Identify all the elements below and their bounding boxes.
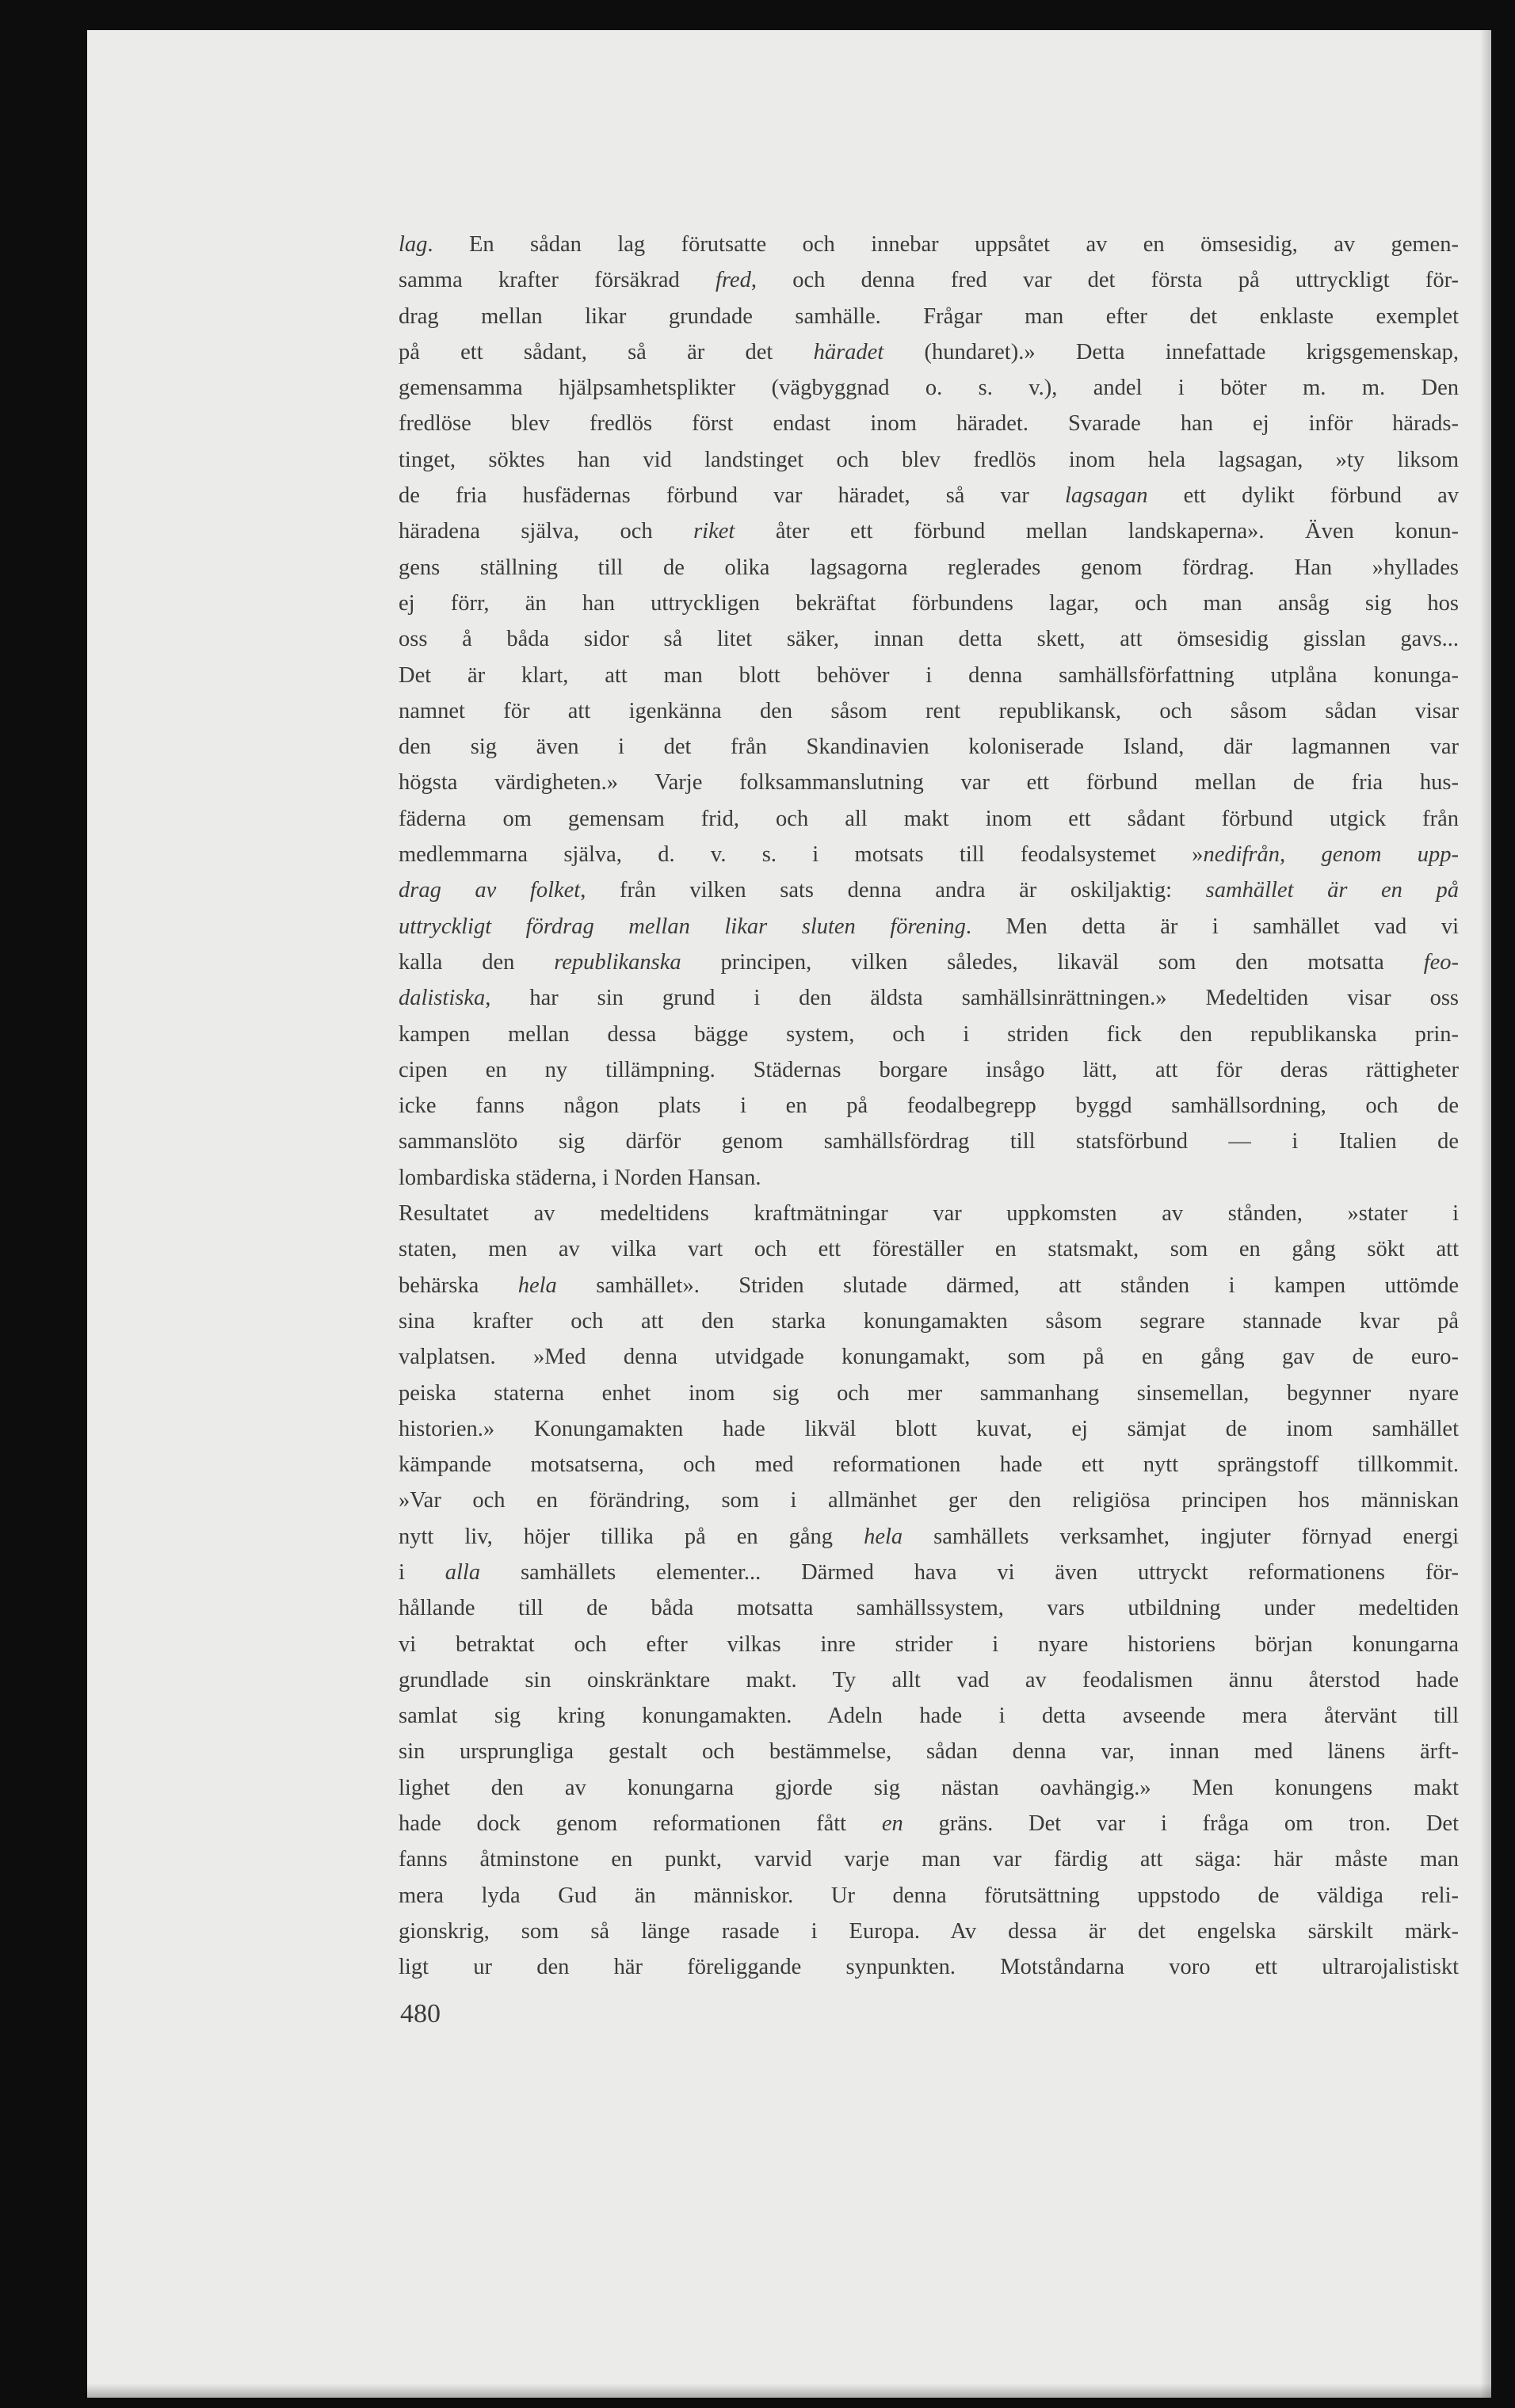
page-edge-shadow	[1480, 30, 1491, 2398]
text-line: fredlöse blev fredlös först endast inom häradet. Svarade han ej inför härads-	[399, 411, 1459, 437]
text-line: dalistiska, har sin grund i den äldsta samhällsinrättningen.» Medeltiden visar oss	[399, 986, 1459, 1011]
text-line: icke fanns någon plats i en på feodalbegrepp byggd samhällsordning, och de	[399, 1093, 1459, 1119]
text-line: uttryckligt fördrag mellan likar sluten förening. Men detta är i samhället vad vi	[399, 914, 1459, 939]
text-line: samma krafter försäkrad fred, och denna fred var det första på uttryckligt för-	[399, 268, 1459, 293]
text-line: kampen mellan dessa bägge system, och i striden fick den republikanska prin-	[399, 1021, 1459, 1047]
text-line: häradena själva, och riket åter ett förbund mellan landskaperna». Även konun-	[399, 519, 1459, 544]
text-line: de fria husfädernas förbund var häradet, så var lagsagan ett dylikt förbund av	[399, 483, 1459, 509]
text-line: »Var och en förändring, som i allmänhet ger den religiösa principen hos människan	[399, 1488, 1459, 1513]
text-line: namnet för att igenkänna den såsom rent republikansk, och såsom sådan visar	[399, 698, 1459, 723]
body-text	[399, 227, 1459, 1986]
text-line: Det är klart, att man blott behöver i denna samhällsförfattning utplåna konunga-	[399, 662, 1459, 688]
page-bottom-edge	[87, 2383, 1491, 2398]
text-line: lighet den av konungarna gjorde sig nästan oavhängig.» Men konungens makt	[399, 1775, 1459, 1800]
text-line: grundlade sin oinskränktare makt. Ty allt vad av feodalismen ännu återstod hade	[399, 1667, 1459, 1692]
text-line: peiska staterna enhet inom sig och mer sammanhang sinsemellan, begynner nyare	[399, 1380, 1459, 1406]
text-line: kalla den republikanska principen, vilken således, likaväl som den motsatta feo-	[399, 949, 1459, 975]
text-line: sin ursprungliga gestalt och bestämmelse, sådan denna var, innan med länens ärft-	[399, 1739, 1459, 1765]
text-line: historien.» Konungamakten hade likväl blott kuvat, ej sämjat de inom samhället	[399, 1416, 1459, 1441]
text-line: hade dock genom reformationen fått en gräns. Det var i fråga om tron. Det	[399, 1811, 1459, 1837]
text-line: mera lyda Gud än människor. Ur denna förutsättning uppstodo de väldiga reli-	[399, 1883, 1459, 1908]
text-line: fäderna om gemensam frid, och all makt inom ett sådant förbund utgick från	[399, 806, 1459, 831]
text-line: drag mellan likar grundade samhälle. Frågar man efter det enklaste exemplet	[399, 303, 1459, 329]
text-line: staten, men av vilka vart och ett föreställer en statsmakt, som en gång sökt att	[399, 1237, 1459, 1262]
text-line: tinget, söktes han vid landstinget och blev fredlös inom hela lagsagan, »ty liksom	[399, 447, 1459, 472]
text-line: lag. En sådan lag förutsatte och innebar uppsåtet av en ömsesidig, av gemen-	[399, 232, 1459, 257]
text-line: gionskrig, som så länge rasade i Europa. Av dessa är det engelska särskilt märk-	[399, 1918, 1459, 1944]
text-line: medlemmarna själva, d. v. s. i motsats till feodalsystemet »nedifrån, genom upp-	[399, 842, 1459, 868]
text-line: drag av folket, från vilken sats denna andra är oskiljaktig: samhället är en på	[399, 878, 1459, 903]
text-line: i alla samhällets elementer... Därmed hava vi även uttryckt reformationens för-	[399, 1559, 1459, 1585]
page-number: 480	[400, 1999, 441, 2028]
text-line: samlat sig kring konungamakten. Adeln hade i detta avseende mera återvänt till	[399, 1704, 1459, 1729]
text-line: behärska hela samhället». Striden slutade därmed, att stånden i kampen uttömde	[399, 1273, 1459, 1298]
text-line: vi betraktat och efter vilkas inre strider i nyare historiens början konungarna	[399, 1631, 1459, 1657]
text-line: cipen en ny tillämpning. Städernas borgare insågo lätt, att för deras rättigheter	[399, 1057, 1459, 1082]
text-line: Resultatet av medeltidens kraftmätningar var uppkomsten av stånden, »stater i	[399, 1201, 1459, 1227]
text-line: sina krafter och att den starka konungamakten såsom segrare stannade kvar på	[399, 1308, 1459, 1334]
text-line: kämpande motsatserna, och med reformationen hade ett nytt sprängstoff tillkommit.	[399, 1452, 1459, 1478]
text-line: oss å båda sidor så litet säker, innan detta skett, att ömsesidig gisslan gavs...	[399, 627, 1459, 652]
text-line: på ett sådant, så är det häradet (hundaret).» Detta innefattade krigsgemenskap,	[399, 339, 1459, 364]
text-line: lombardiska städerna, i Norden Hansan.	[399, 1165, 761, 1190]
book-page	[87, 30, 1491, 2398]
text-line: sammanslöto sig därför genom samhällsfördrag till statsförbund — i Italien de	[399, 1129, 1459, 1154]
text-line: den sig även i det från Skandinavien koloniserade Island, där lagmannen var	[399, 735, 1459, 760]
text-line: gens ställning till de olika lagsagorna reglerades genom fördrag. Han »hyllades	[399, 555, 1459, 580]
text-line: högsta värdigheten.» Varje folksammanslutning var ett förbund mellan de fria hus-	[399, 770, 1459, 796]
text-line: ligt ur den här föreliggande synpunkten. Motståndarna voro ett ultrarojalistiskt	[399, 1955, 1459, 1980]
text-line: nytt liv, höjer tillika på en gång hela samhällets verksamhet, ingjuter förnyad energi	[399, 1524, 1459, 1549]
text-line: fanns åtminstone en punkt, varvid varje man var färdig att säga: här måste man	[399, 1847, 1459, 1872]
text-line: valplatsen. »Med denna utvidgade konungamakt, som på en gång gav de euro-	[399, 1345, 1459, 1370]
text-line: hållande till de båda motsatta samhällssystem, vars utbildning under medeltiden	[399, 1596, 1459, 1621]
text-line: gemensamma hjälpsamhetsplikter (vägbyggnad o. s. v.), andel i böter m. m. Den	[399, 376, 1459, 401]
text-line: ej förr, än han uttryckligen bekräftat förbundens lagar, och man ansåg sig hos	[399, 590, 1459, 616]
